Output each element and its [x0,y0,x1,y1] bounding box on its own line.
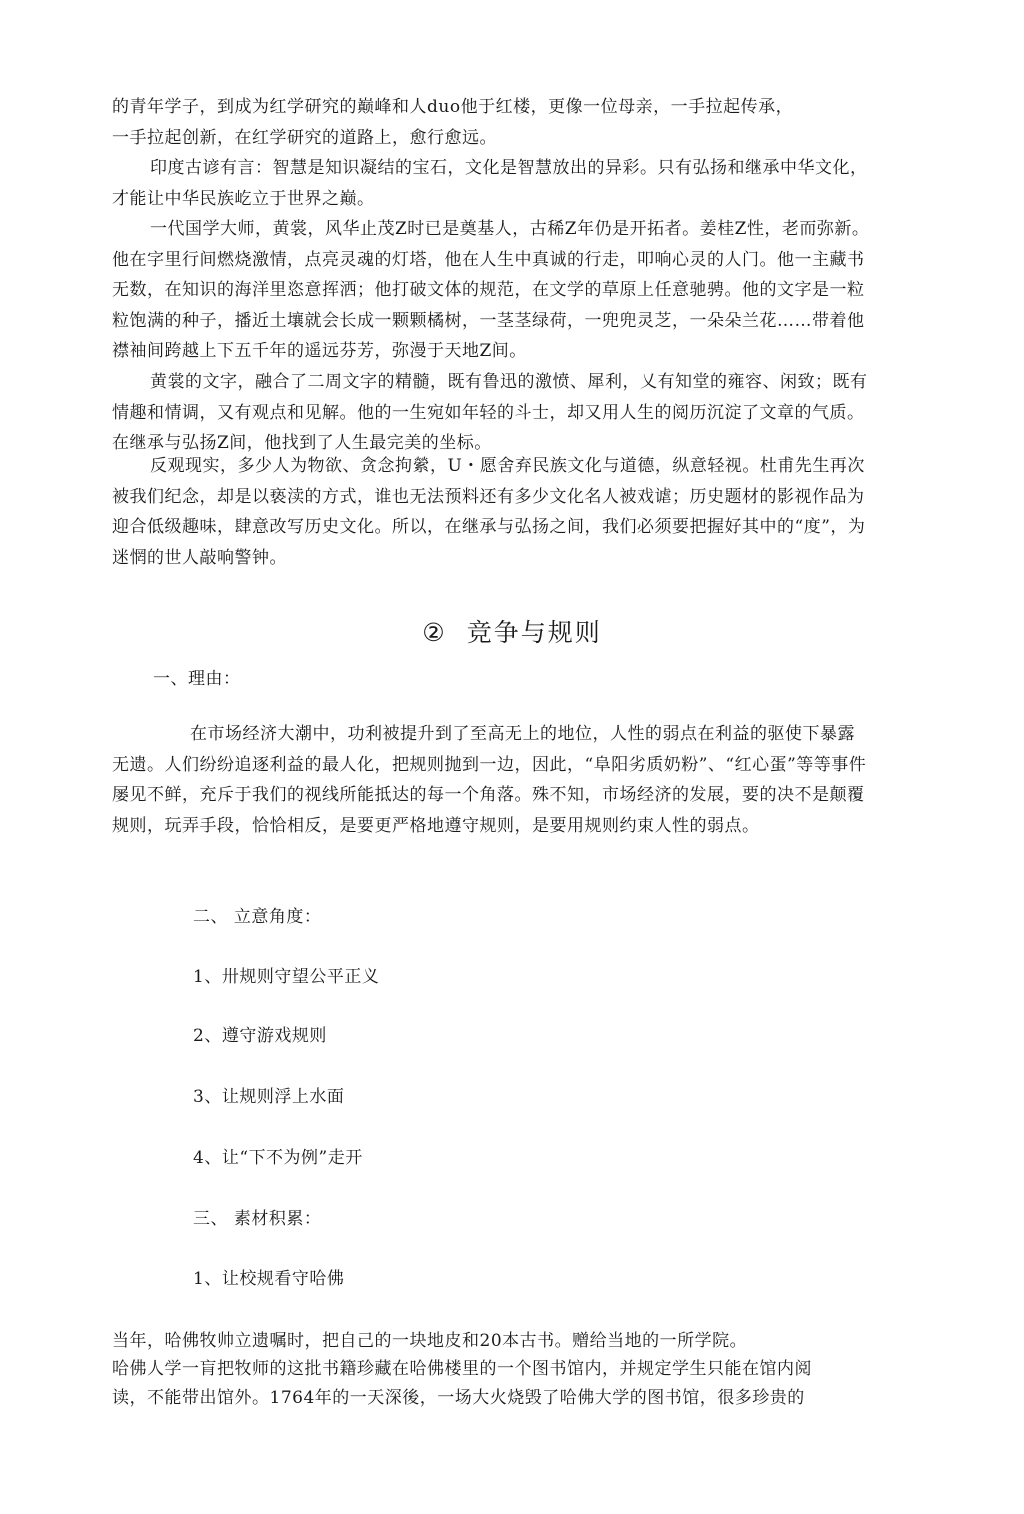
text-line: 的青年学子，到成为红学研究的巅峰和人duo他于红楼，更像一位母亲，一手拉起传承， [112,97,794,117]
text-line: 当年，哈佛牧帅立遗嘱时，把自己的一块地皮和20本古书。赠给当地的一所学院。 [112,1331,748,1351]
angle-item: 4、让“下不为例”走开 [193,1148,363,1168]
paragraph-text: 印度古谚有言：智慧是知识凝结的宝石，文化是智慧放出的异彩。只有弘扬和继承中华文化，才能让中华民族屹立于世界之巅。 [112,158,868,209]
paragraph-text: 黄裳的文字，融合了二周文字的精髓，既有鲁迅的激愤、犀利，乂有知堂的雍容、闲致；既有情趣和情调，又有观点和见解。他的一生宛如年轻的斗士，却又用人生的阅历沉淀了文章的气质。在继承与弘扬Z间，他找到了人生最完美的坐标。 [112,372,868,454]
huangshang-paragraph [112,214,872,367]
paragraph-text: 反观现实，多少人为物欲、贪念拘縈，U・愿舍弃民族文化与道德，纵意轻视。杜甫先生再次被我们纪念，却是以亵渎的方式，谁也无法预料还有多少文化名人被戏谑；历史题材的影视作品为迎合低级趣味，肆意改写历史文化。所以，在继承与弘扬之间，我们必须要把握好其中的“度”，为迷惘的世人敲响警钟。 [112,456,866,568]
section-title-text: 竞争与规则 [466,618,602,647]
angle-item: 3、让规则浮上水面 [193,1087,345,1107]
proverb-paragraph [112,153,872,214]
intro-paragraph [112,92,872,153]
writing-paragraph [112,367,872,459]
heading-angle: 二、 立意角度： [193,907,322,927]
heading-material: 三、 素材积累： [193,1209,322,1229]
text-line: 一手拉起创新，在红学研究的道路上，愈行愈远。 [112,127,497,148]
material-item: 1、让校规看守哈佛 [193,1269,345,1289]
paragraph-text: 在市场经济大潮中，功利被提升到了至高无上的地位，人性的弱点在利益的驱使下暴露无遗。人们纷纷追逐利益的最人化，把规则抛到一边，因此，“阜阳劣质奶粉”、“红心蛋”等等事件屡见不鲜，充斥于我们的视线所能抵达的每一个角落。殊不知，市场经济的发展，要的决不是颠覆规则，玩弄手段，恰恰相反，是要更严格地遵守规则，是要用规则约束人性的弱点。 [112,724,867,836]
section-number: ② [422,618,447,647]
text-line: 读，不能带出馆外。1764年的一天深後，一场大火烧毁了哈佛大学的图书馆，很多珍贵的 [112,1388,805,1408]
heading-reason: 一、理由： [153,669,241,689]
section-title [0,613,1024,649]
market-paragraph [112,719,872,841]
angle-item: 2、遵守游戏规则 [193,1026,327,1046]
text-line: 哈佛人学一肓把牧师的这批书籍珍藏在哈佛楼里的一个图书馆内，并规定学生只能在馆内阅 [112,1359,812,1379]
paragraph-text: 一代国学大师，黄裳，风华止茂Z时已是奠基人，古稀Z年仍是开拓者。姜桂Z性，老而弥新。他在字里行间燃烧激情，点亮灵魂的灯塔，他在人生中真诚的行走，叩响心灵的人门。他一主藏书无数，在知识的海洋里恣意挥洒；他打破文体的规范，在文学的草原上任意驰骋。他的文字是一粒粒饱满的种子，播近土壤就会长成一颗颗橘树，一茎茎绿荷，一兜兜灵芝，一朵朵兰花……带着他襟袖间跨越上下五千年的遥远芬芳，弥漫于天地Z间。 [112,219,870,362]
reality-paragraph [112,451,872,573]
angle-item: 1、卅规则守望公平正义 [193,967,380,987]
